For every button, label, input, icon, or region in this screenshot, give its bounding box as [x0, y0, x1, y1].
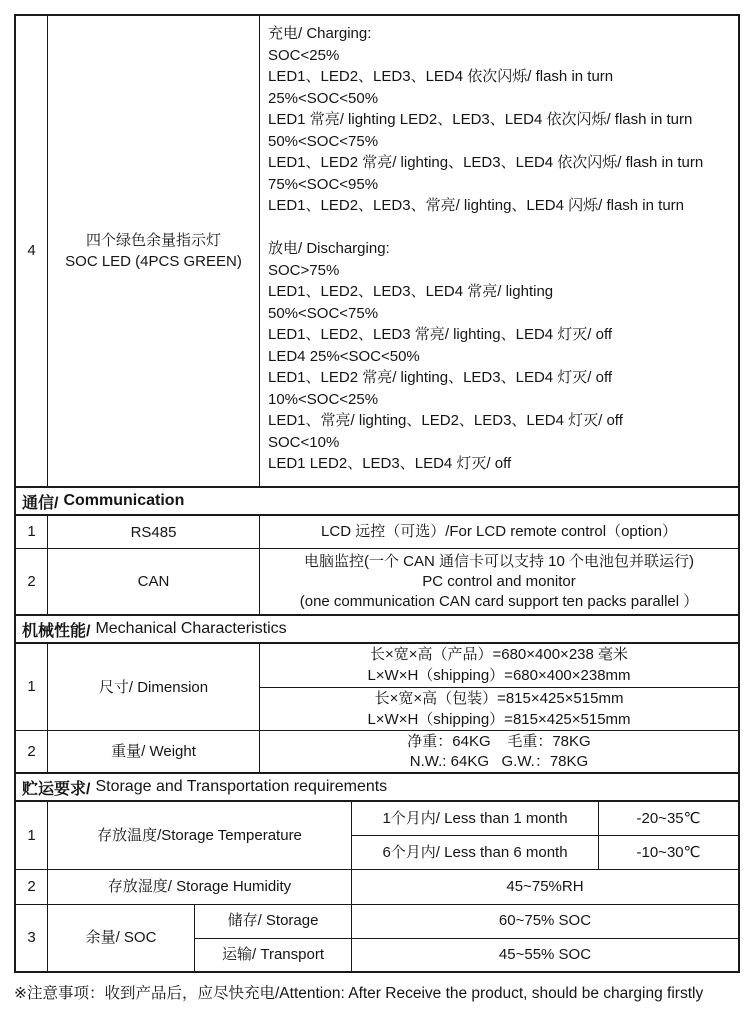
table-row-soc-led — [16, 16, 738, 486]
text-line: 25%<SOC<50% — [268, 89, 379, 107]
text-line: 50%<SOC<75% — [268, 304, 379, 322]
item-name-cell: 存放温度/Storage Temperature — [48, 802, 352, 869]
text-line: 长×宽×高（包装）=815×425×515mm — [374, 689, 624, 707]
row-number: 1 — [16, 644, 48, 730]
text-line: LED1、LED2、LED3 常亮/ lighting、LED4 灯灭/ off — [268, 326, 613, 343]
table-row-soc — [16, 904, 738, 971]
table-row-can — [16, 548, 738, 614]
text-line: N.W.: 64KG G.W.：78KG — [409, 752, 589, 770]
weight-values — [260, 731, 738, 772]
text-line: LED1、LED2、LED3、LED4 常亮/ lighting — [268, 283, 554, 300]
soc-conditions — [195, 905, 738, 971]
section-header-zh: 通信/ — [22, 494, 59, 512]
item-name-cell: 重量/ Weight — [48, 731, 260, 772]
soc-condition-row — [195, 905, 738, 938]
item-name-cell: RS485 — [48, 516, 260, 548]
table-row-weight — [16, 730, 738, 772]
section-header-zh: 机械性能/ — [22, 622, 91, 640]
text-line — [268, 217, 272, 239]
text-line: 放电/ Discharging: — [268, 240, 390, 257]
row-number: 4 — [16, 16, 48, 486]
row-number: 2 — [16, 870, 48, 904]
dimension-product — [260, 644, 738, 687]
spec-table — [14, 14, 740, 973]
text-line: 75%<SOC<95% — [268, 175, 379, 193]
text-line: LED1、LED2 常亮/ lighting、LED3、LED4 灯灭/ off — [268, 369, 613, 386]
text-line: LED1 LED2、LED3、LED4 灯灭/ off — [268, 455, 512, 472]
condition-label: 1个月内/ Less than 1 month — [352, 802, 599, 835]
text-line: 50%<SOC<75% — [268, 132, 379, 150]
row-number: 3 — [16, 905, 48, 971]
dimension-values — [260, 644, 738, 730]
text-line: LED1、LED2、LED3、LED4 依次闪烁/ flash in turn — [268, 68, 614, 85]
temperature-condition-row — [352, 802, 738, 835]
row-number: 1 — [16, 802, 48, 869]
text-line: L×W×H（shipping）=815×425×515mm — [367, 710, 631, 728]
rs485-description: LCD 远控（可选）/For LCD remote control（option） — [321, 523, 677, 540]
section-header-mechanical — [16, 614, 738, 642]
section-header-en: Communication — [63, 492, 185, 509]
section-header-storage — [16, 772, 738, 800]
item-name-en: SOC LED (4PCS GREEN) — [65, 253, 242, 270]
row-number: 1 — [16, 516, 48, 548]
item-name-cell: CAN — [48, 549, 260, 614]
text-line: LED1、LED2、LED3、常亮/ lighting、LED4 闪烁/ flash in turn — [268, 197, 685, 214]
condition-value: -20~35℃ — [636, 809, 701, 827]
condition-value: -10~30℃ — [636, 843, 701, 861]
dimension-package — [260, 687, 738, 731]
row-number: 2 — [16, 549, 48, 614]
item-name-zh: 四个绿色余量指示灯 — [85, 232, 221, 249]
text-line: LED1、LED2 常亮/ lighting、LED3、LED4 依次闪烁/ flash in turn — [268, 154, 704, 171]
condition-label: 6个月内/ Less than 6 month — [352, 836, 599, 869]
soc-condition-row — [195, 938, 738, 972]
soc-led-description — [260, 16, 738, 486]
section-header-en: Storage and Transportation requirements — [95, 778, 388, 795]
footer-note: ※注意事项：收到产品后，应尽快充电/Attention: After Receive the product, should be charging firstly — [14, 985, 704, 1002]
temperature-condition-row — [352, 835, 738, 869]
text-line: L×W×H（shipping）=680×400×238mm — [367, 667, 631, 685]
text-line: LED4 25%<SOC<50% — [268, 347, 420, 365]
text-line: SOC>75% — [268, 261, 340, 279]
row-number: 2 — [16, 731, 48, 772]
table-row-dimension — [16, 642, 738, 730]
table-row-storage-humidity — [16, 869, 738, 904]
condition-value: 45~55% SOC — [498, 945, 592, 963]
item-name-cell: 存放湿度/ Storage Humidity — [48, 870, 352, 904]
text-line: 10%<SOC<25% — [268, 390, 379, 408]
text-line: 充电/ Charging: — [268, 25, 372, 42]
item-name-cell: 余量/ SOC — [48, 905, 195, 971]
text-line: LED1 常亮/ lighting LED2、LED3、LED4 依次闪烁/ flash in turn — [268, 111, 693, 128]
section-header-zh: 贮运要求/ — [22, 780, 91, 798]
text-line: LED1、常亮/ lighting、LED2、LED3、LED4 灯灭/ off — [268, 412, 623, 429]
item-name-cell — [48, 16, 260, 486]
temperature-conditions — [352, 802, 738, 869]
text-line: PC control and monitor — [422, 572, 576, 590]
table-row-storage-temperature — [16, 800, 738, 869]
item-name-cell: 尺寸/ Dimension — [48, 644, 260, 730]
section-header-en: Mechanical Characteristics — [95, 620, 287, 637]
text-line: SOC<10% — [268, 433, 340, 451]
humidity-value: 45~75%RH — [506, 878, 584, 895]
condition-value: 60~75% SOC — [498, 912, 592, 930]
condition-label: 运输/ Transport — [195, 939, 352, 972]
text-line: (one communication CAN card support ten packs parallel ） — [299, 592, 699, 610]
text-line: 电脑监控(一个 CAN 通信卡可以支持 10 个电池包并联运行) — [303, 552, 695, 570]
can-description — [260, 549, 738, 614]
condition-label: 储存/ Storage — [195, 905, 352, 938]
text-line: 长×宽×高（产品）=680×400×238 毫米 — [369, 646, 629, 664]
text-line: SOC<25% — [268, 46, 340, 64]
text-line: 净重：64KG 毛重：78KG — [407, 732, 591, 750]
table-row-rs485 — [16, 514, 738, 548]
section-header-communication — [16, 486, 738, 514]
